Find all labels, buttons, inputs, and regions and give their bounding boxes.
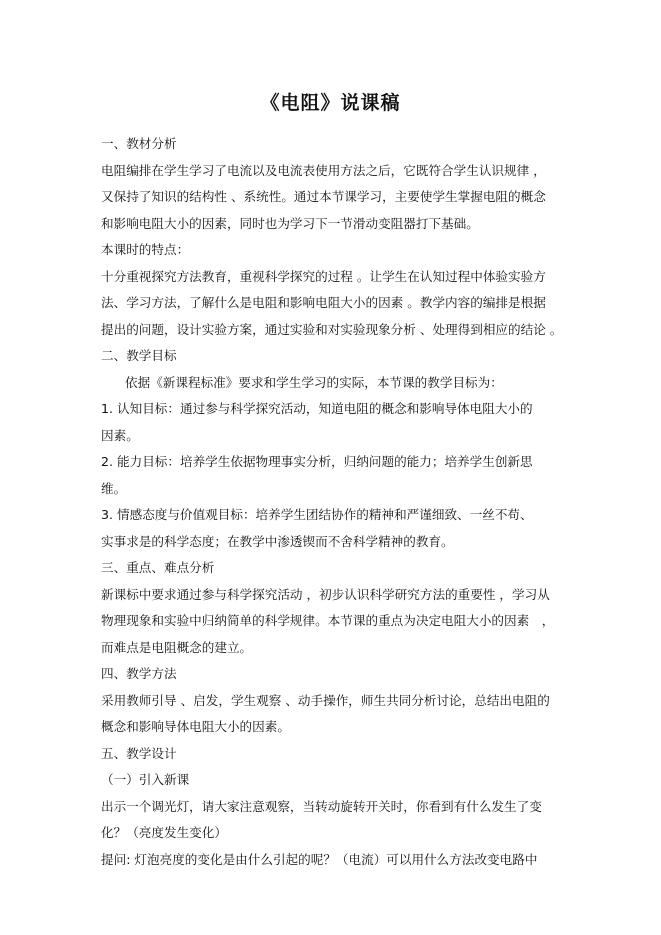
paragraph-line: 十分重视探究方法教育，重视科学探究的过程 。让学生在认知过程中体验实验方: [101, 268, 546, 284]
paragraph-line: 化？（亮度发生变化）: [101, 825, 227, 840]
paragraph-line: 采用教师引导 、启发，学生观察 、动手操作，师生共同分析讨论，总结出电阻的: [101, 692, 550, 708]
paragraph-line: 新课标中要求通过参与科学探究活动 ，初步认识科学研究方法的重要性 ，学习从: [101, 586, 550, 602]
section-heading: 五、教学设计: [101, 745, 177, 761]
document-body: [101, 131, 571, 873]
list-item-continuation: 因素。: [101, 427, 139, 443]
paragraph-line: 和影响电阻大小的因素，同时也为学习下一节滑动变阻器打下基础。: [101, 215, 479, 231]
paragraph-line: 概念和影响导体电阻大小的因素。: [101, 719, 290, 734]
paragraph-line: 而难点是电阻概念的建立。: [101, 639, 253, 655]
paragraph-line: 提问: 灯泡亮度的变化是由什么引起的呢？（电流）可以用什么方法改变电路中: [101, 851, 538, 867]
list-item-continuation: 维。: [101, 480, 127, 496]
paragraph-line: 依据《新课程标准》要求和学生学习的实际，本节课的教学目标为：: [125, 374, 503, 390]
list-item: 2. 能力目标：培养学生依据物理事实分析，归纳问题的能力；培养学生创新思: [101, 454, 533, 469]
section-heading: 二、教学目标: [101, 348, 177, 363]
subheading: 本课时的特点：: [101, 242, 190, 257]
document-title: 《电阻》说课稿: [260, 92, 401, 114]
paragraph-line: 法、学习方法，了解什么是电阻和影响电阻大小的因素 。教学内容的编排是根据: [101, 295, 546, 310]
paragraph-line: 又保持了知识的结构性 、系统性。通过本节课学习，主要使学生掌握电阻的概念: [101, 189, 546, 204]
paragraph-line: 电阻编排在学生学习了电流以及电流表使用方法之后，它既符合学生认识规律 ，: [101, 162, 546, 178]
list-item-continuation: 实事求是的科学态度；在教学中渗透锲而不舍科学精神的教育。: [101, 533, 454, 549]
section-heading: 三、重点、难点分析: [101, 560, 215, 575]
paragraph-line: 出示一个调光灯，请大家注意观察，当转动旋转开关时，你看到有什么发生了变: [101, 798, 542, 814]
list-item: 3. 情感态度与价值观目标：培养学生团结协作的精神和严谨细致、一丝不苟、: [101, 507, 533, 522]
subheading: （一）引入新课: [101, 772, 190, 787]
paragraph-line: 物理现象和实验中归纳简单的科学规律。本节课的重点为决定电阻大小的因素 ，: [101, 613, 555, 628]
section-heading: 四、教学方法: [101, 666, 177, 681]
paragraph-line: 提出的问题，设计实验方案，通过实验和对实验现象分析 、处理得到相应的结论 。: [101, 321, 563, 337]
list-item: 1. 认知目标：通过参与科学探究活动，知道电阻的概念和影响导体电阻大小的: [101, 401, 533, 416]
section-heading: 一、教材分析: [101, 136, 177, 151]
